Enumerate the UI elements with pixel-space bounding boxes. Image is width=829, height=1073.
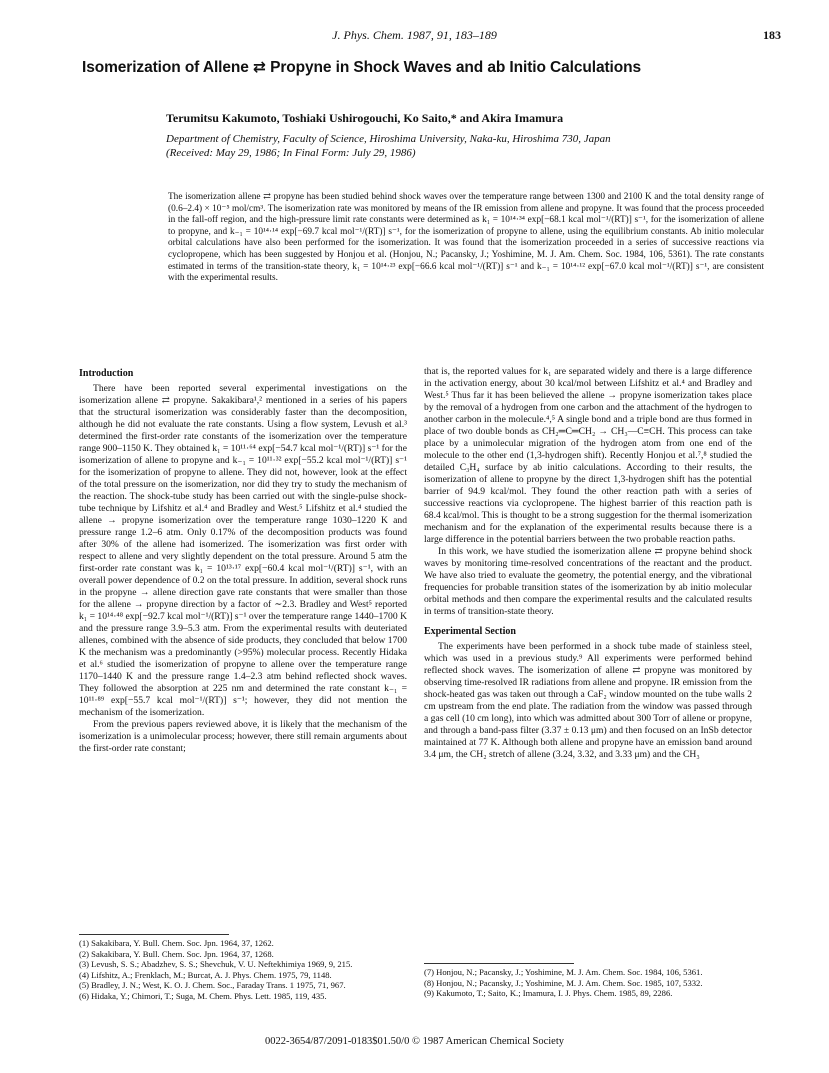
section-heading-experimental: Experimental Section — [424, 626, 516, 637]
page-number: 183 — [763, 28, 781, 42]
body-paragraph: The experiments have been performed in a shock tube made of stainless steel, which was used in a previous study.⁹ All experiments were performed behind reflected shock waves. The isomerization of allene ⇄ propyne was monitored by observing time-resolved IR radiations from allene and propyne. IR emission from the shock-heated gas was taken out through a CaF₂ window mounted on the tube walls 2 cm upstream from the end plate. The radiation from the window was passed through a gas cell (10 cm long), into which was admitted about 300 Torr of allene or propyne, and through a band-pass filter (3.37 ± 0.13 μm) and then focused on an InSb detector maintained at 77 K. Although both allene and propyne have an emission band around 3.4 μm, the CH₂ stretch of allene (3.24, 3.32, and 3.33 μm) and the CH₃ — [424, 641, 752, 760]
affiliation-line: Department of Chemistry, Faculty of Science, Hiroshima University, Naka-ku, Hiroshima 730, Japan — [166, 133, 611, 145]
copyright-footer: 0022-3654/87/2091-0183$01.50/0 © 1987 American Chemical Society — [264, 1036, 565, 1047]
abstract: The isomerization allene ⇄ propyne has been studied behind shock waves over the temperature range between 1300 and 2100 K and the total density range of (0.6–2.4) × 10⁻⁵ mol/cm³. The isomerization rate was monitored by means of the IR emission from allene and propyne. It was found that the process proceeded in the fall-off region, and the high-pressure limit rate constants were determined as k₁ = 10¹⁴·³⁴ exp[−68.1 kcal mol⁻¹/(RT)] s⁻¹, for the isomerization of allene to propyne, and k₋₁ = 10¹⁴·¹⁴ exp[−69.7 kcal mol⁻¹/(RT)] s⁻¹, for the isomerization of propyne to allene, using the equilibrium constants. Ab initio molecular orbital calculations have also been performed for the isomerization. It was found that the isomerization proceeded in a series of successive reactions via cyclopropene, which has been suggested by Honjou et al. (Honjou, N.; Pacansky, J.; Yoshimine, M. J. Am. Chem. Soc. 1984, 106, 5361). The rate constants estimated in terms of the transition-state theory, k₁ = 10¹⁴·²³ exp[−66.6 kcal mol⁻¹/(RT)] s⁻¹ and k₋₁ = 10¹⁴·¹² exp[−67.0 kcal mol⁻¹/(RT)] s⁻¹, are consistent with the experimental results. — [168, 192, 764, 284]
affiliation-block — [166, 133, 766, 160]
reference-item: (4) Lifshitz, A.; Frenklach, M.; Burcat, A. J. Phys. Chem. 1975, 79, 1148. — [79, 969, 332, 980]
received-dates: (Received: May 29, 1986; In Final Form: July 29, 1986) — [166, 146, 416, 159]
running-head: J. Phys. Chem. 1987, 91, 183–189 — [332, 28, 497, 42]
reference-item: (5) Bradley, J. N.; West, K. O. J. Chem. Soc., Faraday Trans. 1 1975, 71, 967. — [79, 980, 346, 991]
right-column — [424, 366, 752, 761]
references-left — [79, 938, 407, 1002]
left-column — [79, 368, 407, 755]
body-paragraph: There have been reported several experimental investigations on the isomerization allene ⇄ propyne. Sakakibara¹,² mentioned in a series of his papers that the structural isomerization was considerably faster than the decomposition, although he did not evaluate the rate constants. Using a flow system, Levush et al.³ determined the first-order rate constants of the isomerization over the temperature range 900–1150 K. They obtained k₁ = 10¹¹·⁶⁴ exp[−54.7 kcal mol⁻¹/(RT)] s⁻¹ for the isomerization of allene to propyne and k₋₁ = 10¹¹·³² exp[−55.2 kcal mol⁻¹/(RT)] s⁻¹ for the isomerization of propyne to allene. They did not, however, look at the effect of the total pressure on the isomerization, nor did they try to study the mechanism of the reaction. The shock-tube study has been carried out with the single-pulse shock-tube technique by Lifshitz et al.⁴ and Bradley and West.⁵ Lifshitz et al.⁴ studied the allene → propyne isomerization over the temperature range 1030–1220 K and pressure range 1.2–6 atm. Only 0.17% of the decomposition products was found after 30% of the allene had isomerized. The isomerization was first order with respect to allene and very slightly dependent on the total pressure. Around 5 atm the first-order rate constant was k₁ = 10¹³·¹⁷ exp[−60.4 kcal mol⁻¹/(RT)] s⁻¹, with an overall power dependence of 0.2 on the total pressure. In addition, several shock runs in the propyne → allene direction gave rate constants that were smaller than those for the allene → propyne direction by a factor of ∼2.3. Bradley and West⁵ reported k₁ = 10¹⁴·⁴⁸ exp[−92.7 kcal mol⁻¹/(RT)] s⁻¹ over the temperature range 1440–1700 K and the pressure range 3.9–5.3 atm. From the experimental results with deuteriated allenes, combined with the absence of side products, they concluded that below 1700 K the mechanism was a predominantly (>95%) molecular process. Recently Hidaka et al.⁶ studied the isomerization of propyne to allene over the temperature range 1170–1440 K and the pressure range 1.4–2.3 atm behind reflected shock waves. They followed the absorption at 225 nm and determined the rate constant k₋₁ = 10¹¹·⁸⁹ exp[−55.7 kcal mol⁻¹/(RT)] s⁻¹; however, they did not mention the mechanism of the isomerization. — [79, 383, 407, 718]
reference-item: (9) Kakumoto, T.; Saito, K.; Imamura, I. J. Phys. Chem. 1985, 89, 2286. — [424, 988, 673, 999]
reference-item: (2) Sakakibara, Y. Bull. Chem. Soc. Jpn. 1964, 37, 1268. — [79, 948, 274, 959]
section-heading-introduction: Introduction — [79, 368, 134, 379]
reference-item: (3) Levush, S. S.; Abadzhev, S. S.; Shevchuk, V. U. Neftekhimiya 1969, 9, 215. — [79, 959, 353, 970]
body-paragraph: From the previous papers reviewed above, it is likely that the mechanism of the isomerization is a unimolecular process; however, there still remain arguments about the first-order rate constant; — [79, 719, 407, 754]
footnote-divider — [424, 963, 574, 964]
body-paragraph: that is, the reported values for k₁ are separated widely and there is a large difference in the activation energy, about 30 kcal/mol between Lifshitz et al.⁴ and Bradley and West.⁵ Thus far it has been believed the allene → propyne isomerization takes place by the removal of a hydrogen from one carbon and the attachment of the hydrogen to another carbon in the molecule.⁴,⁵ A single bond and a triple bond are thus formed in place of two double bonds as CH₂═C═CH₂ → CH₃—C≡CH. This process can take place by a unimolecular migration of the hydrogen atom from one end of the molecule to the other end (1,3-hydrogen shift). Recently Honjou et al.⁷,⁸ studied the detailed C₃H₄ surface by ab initio calculations. According to their results, the isomerization of allene to propyne by the direct 1,3-hydrogen shift has the potential barrier of 94.9 kcal/mol. They found the other reaction path with a series of successive reactions via cyclopropene. The highest barrier of this reaction path is 68.4 kcal/mol. This is thought to be a strong suggestion for the thermal isomerization mechanism and for the explanation of the experimental results because there is a large difference in the potential barriers between the two probable reaction paths. — [424, 366, 752, 545]
author-list: Terumitsu Kakumoto, Toshiaki Ushirogouchi, Ko Saito,* and Akira Imamura — [166, 111, 564, 125]
body-paragraph: In this work, we have studied the isomerization allene ⇄ propyne behind shock waves by monitoring time-resolved concentrations of the reactant and the product. We have also tried to evaluate the geometry, the potential energy, and the vibrational frequencies for probable transition states of the isomerization by ab initio molecular orbital methods and then compare the experimental results and the calculated results in terms of transition-state theory. — [424, 546, 752, 617]
references-right — [424, 967, 752, 999]
reference-item: (6) Hidaka, Y.; Chimori, T.; Suga, M. Chem. Phys. Lett. 1985, 119, 435. — [79, 990, 327, 1001]
reference-item: (7) Honjou, N.; Pacansky, J.; Yoshimine, M. J. Am. Chem. Soc. 1984, 106, 5361. — [424, 967, 703, 977]
footnote-divider — [79, 934, 229, 935]
reference-item: (8) Honjou, N.; Pacansky, J.; Yoshimine, M. J. Am. Chem. Soc. 1985, 107, 5332. — [424, 977, 703, 988]
reference-item: (1) Sakakibara, Y. Bull. Chem. Soc. Jpn. 1964, 37, 1262. — [79, 938, 274, 948]
article-title: Isomerization of Allene ⇄ Propyne in Shock Waves and ab Initio Calculations — [82, 59, 641, 76]
